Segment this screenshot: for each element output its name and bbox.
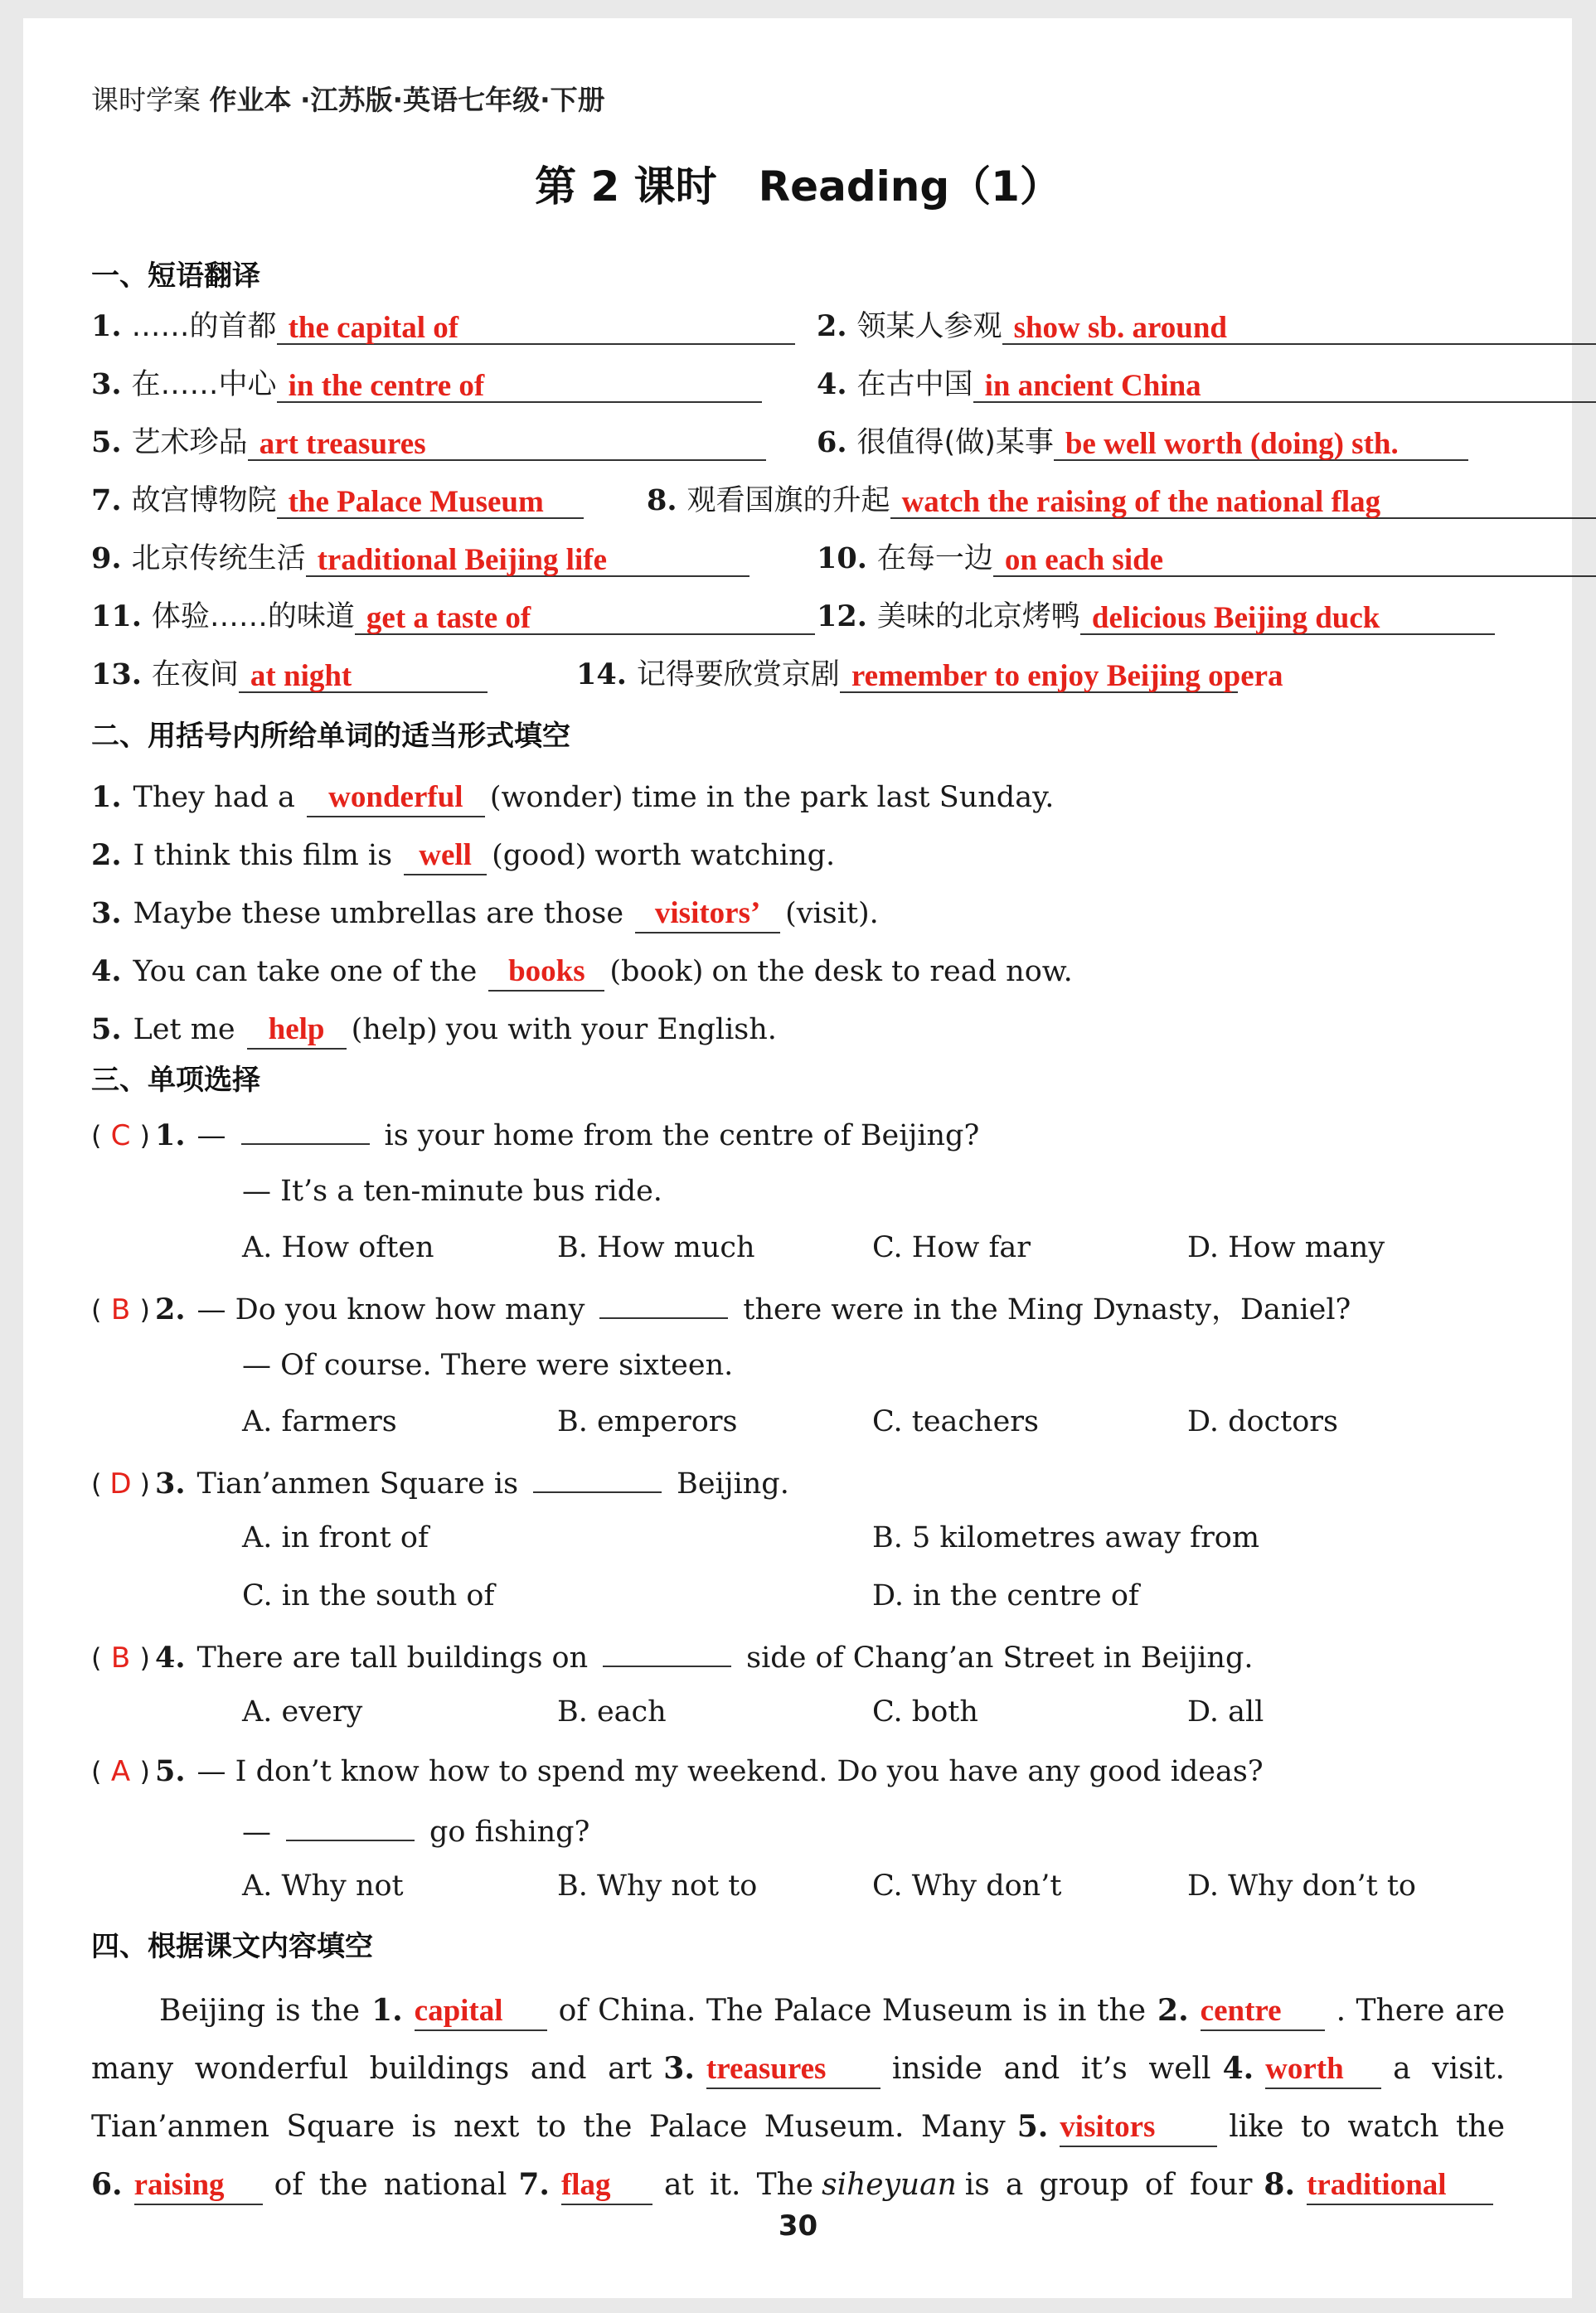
passage-line [91, 1981, 1505, 2040]
phrase-prompt: 美味的北京烤鸭 [876, 600, 1080, 633]
option-b: B. emperors [557, 1405, 738, 1438]
phrase-prompt: 领某人参观 [856, 310, 1002, 343]
item-number: 3. [91, 896, 122, 930]
passage-answer: flag [561, 2167, 652, 2205]
phrase-answer: the Palace Museum [277, 484, 584, 519]
question-stem [91, 1463, 789, 1502]
header-series: 课时学案 [91, 84, 201, 116]
reply-text: — It’s a ten-minute bus ride. [242, 1175, 662, 1208]
phrase-item [91, 366, 762, 403]
item-number: 9. [91, 541, 122, 575]
phrase-item [817, 424, 1468, 461]
blank-number: 4. [1222, 2051, 1254, 2086]
option-b: B. each [557, 1695, 667, 1729]
blank-number: 2. [1157, 1993, 1189, 2028]
fill-answer: books [488, 953, 604, 992]
passage-text: is a group of four [964, 2168, 1253, 2202]
option-a: A. farmers [242, 1405, 397, 1438]
question-number: 5. [154, 1754, 186, 1788]
fill-item [91, 895, 887, 933]
choice-answer: C [110, 1119, 131, 1152]
stem-text: there were in the Ming Dynasty，Daniel? [743, 1293, 1351, 1326]
option-b: B. Why not to [557, 1869, 758, 1903]
option-c: C. in the south of [242, 1579, 495, 1612]
phrase-item [817, 366, 1596, 403]
passage-line [91, 2155, 1505, 2214]
word-hint: (good) [492, 839, 587, 872]
page-header [91, 79, 605, 118]
phrase-prompt: 在古中国 [856, 368, 973, 401]
item-number: 5. [91, 425, 122, 459]
header-book: 作业本 [209, 84, 292, 116]
phrase-item [817, 308, 1596, 345]
word-hint: (visit). [785, 897, 879, 930]
question-stem [91, 1115, 979, 1154]
answer-paren-close: ) [139, 1120, 150, 1152]
question-stem [91, 1753, 1264, 1790]
passage-text: . There are [1336, 1994, 1506, 2028]
word-hint: (book) [609, 955, 704, 988]
blank-number: 3. [663, 2051, 695, 2086]
option-a: A. every [242, 1695, 363, 1729]
blank-number: 1. [371, 1993, 403, 2028]
header-edition: ·江苏版·英语七年级·下册 [300, 84, 605, 116]
answer-paren-open: ( [91, 1756, 102, 1787]
option-b: B. How much [557, 1231, 755, 1264]
phrase-item [647, 482, 1596, 519]
fill-answer: wonderful [307, 779, 485, 817]
fill-answer: well [404, 837, 487, 875]
blank-number: 8. [1264, 2167, 1295, 2202]
reply-text: go fishing? [429, 1816, 590, 1849]
answer-paren-open: ( [91, 1120, 102, 1152]
answer-paren-close: ) [139, 1756, 150, 1787]
phrase-item [91, 599, 815, 635]
page-title: 第 2 课时 Reading（1） [535, 162, 1061, 211]
question-number: 4. [154, 1641, 186, 1675]
passage-text: at it. The [663, 2168, 814, 2202]
stem-text: Tian’anmen Square is [196, 1467, 519, 1501]
phrase-answer: be well worth (doing) sth. [1054, 426, 1468, 461]
passage-answer: worth [1265, 2051, 1381, 2089]
sentence-after: on the desk to read now. [711, 955, 1073, 988]
sentence-before: Maybe these umbrellas are those [133, 897, 624, 930]
answer-paren-close: ) [139, 1294, 150, 1326]
question-number: 3. [154, 1467, 186, 1501]
phrase-prompt: 艺术珍品 [131, 426, 248, 459]
answer-paren-close: ) [139, 1468, 150, 1500]
sentence-before: You can take one of the [133, 955, 478, 988]
passage-text: inside and it’s well [891, 2052, 1211, 2086]
sentence-before: Let me [133, 1013, 235, 1046]
section3-heading: 三、单项选择 [91, 1064, 260, 1097]
passage-answer: traditional [1307, 2167, 1493, 2205]
passage-italic: siheyuan [822, 2168, 957, 2202]
choice-answer: B [110, 1293, 131, 1326]
choice-answer: A [110, 1755, 131, 1788]
phrase-item [91, 657, 488, 693]
stem-text: Beijing. [677, 1467, 789, 1501]
answer-paren-open: ( [91, 1468, 102, 1500]
phrase-prompt: 体验……的味道 [151, 600, 355, 633]
stem-text: — [196, 1119, 226, 1152]
question-reply [242, 1811, 589, 1850]
passage-text: like to watch the [1229, 2110, 1505, 2144]
blank-number: 5. [1016, 2109, 1049, 2144]
stem-text: is your home from the centre of Beijing? [384, 1119, 980, 1152]
fill-item [91, 953, 1073, 992]
item-number: 13. [91, 657, 142, 691]
stem-text: — Do you know how many [196, 1293, 585, 1326]
phrase-prompt: 观看国旗的升起 [686, 484, 890, 517]
phrase-answer: on each side [993, 542, 1596, 577]
option-c: C. both [872, 1695, 978, 1729]
phrase-answer: delicious Beijing duck [1080, 600, 1495, 635]
fill-item [91, 1011, 777, 1050]
passage-line [91, 2039, 1505, 2098]
passage-answer: visitors [1060, 2109, 1217, 2147]
option-a: A. Why not [242, 1869, 404, 1903]
answer-paren-open: ( [91, 1294, 102, 1326]
passage-text: many wonderful buildings and art [91, 2052, 652, 2086]
phrase-answer: at night [239, 658, 488, 693]
passage-text: Tian’anmen Square is next to the Palace Museum. Many [91, 2110, 1006, 2144]
item-number: 6. [817, 425, 847, 459]
reply-text: — Of course. There were sixteen. [242, 1349, 734, 1382]
answer-paren-close: ) [139, 1642, 150, 1674]
phrase-prompt: 北京传统生活 [131, 542, 306, 575]
phrase-prompt: 很值得(做)某事 [856, 426, 1054, 459]
passage-answer: capital [415, 1993, 547, 2031]
option-d: D. How many [1187, 1231, 1385, 1264]
item-number: 4. [817, 367, 847, 401]
choice-answer: B [110, 1641, 131, 1675]
option-c: C. How far [872, 1231, 1031, 1264]
sentence-after: you with your English. [445, 1013, 777, 1046]
stem-text: — I don’t know how to spend my weekend. Do you have any good ideas? [196, 1755, 1264, 1788]
item-number: 5. [91, 1012, 122, 1046]
item-number: 1. [91, 780, 122, 814]
question-reply [242, 1347, 733, 1384]
word-hint: (wonder) [489, 781, 623, 814]
passage-text: Beijing is the [159, 1994, 361, 2028]
blank-number: 6. [91, 2167, 123, 2202]
phrase-prompt: ……的首都 [131, 310, 277, 343]
phrase-item [576, 657, 1283, 693]
item-number: 8. [647, 483, 677, 517]
passage-line [91, 2097, 1505, 2156]
passage-answer: raising [134, 2167, 263, 2205]
option-b: B. 5 kilometres away from [872, 1521, 1260, 1554]
item-number: 11. [91, 599, 142, 633]
fill-item [91, 779, 1054, 817]
question-number: 2. [154, 1292, 186, 1326]
phrase-answer: watch the raising of the national flag [890, 484, 1596, 519]
phrase-answer: remember to enjoy Beijing opera [840, 658, 1238, 693]
phrase-item [817, 599, 1495, 635]
stem-text: There are tall buildings on [196, 1641, 589, 1675]
phrase-answer: art treasures [248, 426, 766, 461]
choice-answer: D [109, 1467, 132, 1501]
sentence-before: I think this film is [133, 839, 393, 872]
section1-heading: 一、短语翻译 [91, 259, 260, 293]
phrase-answer: get a taste of [355, 600, 815, 635]
question-blank [603, 1637, 731, 1667]
question-number: 1. [154, 1118, 186, 1152]
passage-text: of China. The Palace Museum is in the [558, 1994, 1147, 2028]
item-number: 2. [91, 838, 122, 872]
phrase-answer: in the centre of [277, 368, 762, 403]
phrase-item [91, 424, 766, 461]
phrase-item [817, 541, 1596, 577]
sentence-after: worth watching. [594, 839, 836, 872]
fill-item [91, 837, 835, 875]
page-number: 30 [778, 2209, 818, 2243]
reply-text: — [242, 1816, 271, 1849]
option-d: D. in the centre of [872, 1579, 1139, 1612]
phrase-answer: the capital of [277, 310, 795, 345]
question-reply [242, 1173, 662, 1210]
section2-heading: 二、用括号内所给单词的适当形式填空 [91, 720, 570, 753]
blank-number: 7. [518, 2167, 550, 2202]
item-number: 7. [91, 483, 122, 517]
sentence-after: time in the park last Sunday. [631, 781, 1055, 814]
word-hint: (help) [351, 1013, 438, 1046]
phrase-prompt: 在每一边 [876, 542, 993, 575]
fill-answer: visitors’ [635, 895, 780, 933]
phrase-prompt: 故宫博物院 [131, 484, 277, 517]
question-blank [286, 1811, 415, 1841]
phrase-item [91, 541, 749, 577]
item-number: 10. [817, 541, 867, 575]
stem-text: side of Chang’an Street in Beijing. [746, 1641, 1254, 1675]
passage-answer: treasures [706, 2051, 880, 2089]
option-d: D. Why don’t to [1187, 1869, 1416, 1903]
question-blank [241, 1115, 370, 1145]
phrase-prompt: 在夜间 [151, 658, 239, 691]
phrase-item [91, 308, 795, 345]
item-number: 3. [91, 367, 122, 401]
item-number: 1. [91, 309, 122, 343]
option-c: C. Why don’t [872, 1869, 1062, 1903]
item-number: 14. [576, 657, 627, 691]
item-number: 12. [817, 599, 867, 633]
option-a: A. How often [242, 1231, 434, 1264]
phrase-prompt: 记得要欣赏京剧 [636, 658, 840, 691]
phrase-answer: show sb. around [1002, 310, 1596, 345]
option-a: A. in front of [242, 1521, 429, 1554]
option-d: D. doctors [1187, 1405, 1338, 1438]
item-number: 2. [817, 309, 847, 343]
phrase-prompt: 在……中心 [131, 368, 277, 401]
question-blank [533, 1463, 662, 1493]
question-blank [599, 1289, 728, 1319]
passage-text: a visit. [1393, 2052, 1506, 2086]
item-number: 4. [91, 954, 122, 988]
fill-answer: help [247, 1011, 347, 1050]
phrase-answer: in ancient China [973, 368, 1596, 403]
option-d: D. all [1187, 1695, 1264, 1729]
section4-heading: 四、根据课文内容填空 [91, 1930, 373, 1963]
answer-paren-open: ( [91, 1642, 102, 1674]
passage-answer: centre [1201, 1993, 1325, 2031]
phrase-answer: traditional Beijing life [306, 542, 749, 577]
sentence-before: They had a [133, 781, 295, 814]
passage-text: of the national [274, 2168, 507, 2202]
phrase-item [91, 482, 584, 519]
option-c: C. teachers [872, 1405, 1039, 1438]
question-stem [91, 1637, 1254, 1676]
question-stem [91, 1289, 1351, 1328]
